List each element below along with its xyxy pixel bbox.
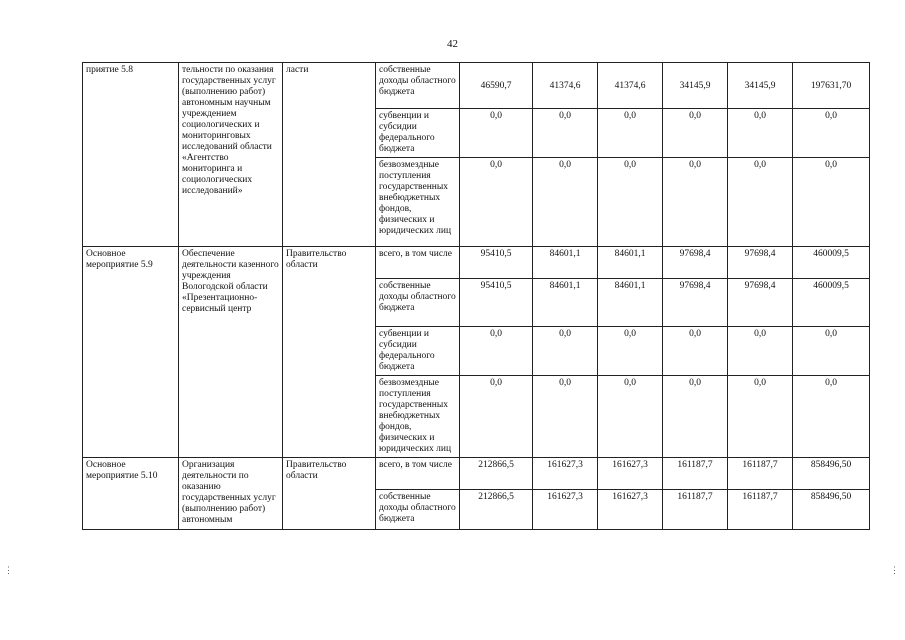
activity-code-cell: Основное мероприятие 5.10	[83, 458, 179, 530]
amount-cell: 0,0	[460, 327, 533, 376]
amount-cell: 0,0	[663, 109, 728, 158]
amount-cell: 46590,7	[460, 63, 533, 109]
amount-cell: 0,0	[663, 158, 728, 247]
amount-cell: 161187,7	[728, 490, 793, 530]
amount-cell: 34145,9	[728, 63, 793, 109]
funding-source-cell: безвозмездные поступления государственных внебюджетных фондов, физических и юридических лиц	[376, 158, 460, 247]
table-row	[83, 247, 870, 279]
amount-cell: 0,0	[598, 376, 663, 458]
amount-cell: 460009,5	[793, 247, 870, 279]
amount-cell: 0,0	[793, 376, 870, 458]
amount-cell: 212866,5	[460, 490, 533, 530]
scan-edge-mark-left: ⋮	[4, 565, 13, 575]
funding-source-cell: всего, в том числе	[376, 247, 460, 279]
amount-cell: 197631,70	[793, 63, 870, 109]
amount-cell: 0,0	[728, 158, 793, 247]
amount-cell: 858496,50	[793, 490, 870, 530]
amount-cell: 0,0	[598, 158, 663, 247]
funding-source-cell: субвенции и субсидии федерального бюджета	[376, 109, 460, 158]
amount-cell: 84601,1	[533, 247, 598, 279]
amount-cell: 95410,5	[460, 247, 533, 279]
executor-cell: Правительство области	[283, 247, 376, 458]
activity-name-cell: тельности по оказания государственных услуг (выполнению работ) автономным научным учреждением социологических и мониторинговых исследований области «Агентство мониторинга и социологических исследований»	[179, 63, 283, 247]
amount-cell: 97698,4	[663, 247, 728, 279]
budget-table	[82, 62, 870, 530]
amount-cell: 84601,1	[533, 279, 598, 327]
activity-name-cell: Обеспечение деятельности казенного учреждения Вологодской области «Презентационно-сервисный центр	[179, 247, 283, 458]
amount-cell: 97698,4	[728, 279, 793, 327]
amount-cell: 0,0	[460, 158, 533, 247]
amount-cell: 0,0	[663, 327, 728, 376]
funding-source-cell: собственные доходы областного бюджета	[376, 490, 460, 530]
amount-cell: 0,0	[793, 327, 870, 376]
executor-cell: Правительство области	[283, 458, 376, 530]
funding-source-cell: всего, в том числе	[376, 458, 460, 490]
amount-cell: 0,0	[728, 376, 793, 458]
amount-cell: 95410,5	[460, 279, 533, 327]
amount-cell: 0,0	[793, 109, 870, 158]
amount-cell: 41374,6	[598, 63, 663, 109]
activity-code-cell: Основное мероприятие 5.9	[83, 247, 179, 458]
amount-cell: 0,0	[460, 376, 533, 458]
amount-cell: 34145,9	[663, 63, 728, 109]
amount-cell: 161187,7	[728, 458, 793, 490]
funding-source-cell: собственные доходы областного бюджета	[376, 63, 460, 109]
amount-cell: 0,0	[598, 109, 663, 158]
amount-cell: 161627,3	[533, 458, 598, 490]
executor-cell: ласти	[283, 63, 376, 247]
amount-cell: 84601,1	[598, 247, 663, 279]
amount-cell: 858496,50	[793, 458, 870, 490]
amount-cell: 0,0	[728, 327, 793, 376]
amount-cell: 0,0	[460, 109, 533, 158]
amount-cell: 0,0	[533, 158, 598, 247]
amount-cell: 161627,3	[598, 458, 663, 490]
amount-cell: 0,0	[533, 109, 598, 158]
amount-cell: 460009,5	[793, 279, 870, 327]
table-row	[83, 63, 870, 109]
amount-cell: 0,0	[663, 376, 728, 458]
activity-code-cell: приятие 5.8	[83, 63, 179, 247]
funding-source-cell: безвозмездные поступления государственных внебюджетных фондов, физических и юридических лиц	[376, 376, 460, 458]
page-number: 42	[447, 38, 458, 50]
amount-cell: 161187,7	[663, 458, 728, 490]
amount-cell: 161187,7	[663, 490, 728, 530]
amount-cell: 97698,4	[728, 247, 793, 279]
amount-cell: 212866,5	[460, 458, 533, 490]
amount-cell: 161627,3	[533, 490, 598, 530]
amount-cell: 0,0	[793, 158, 870, 247]
activity-name-cell: Организация деятельности по оказанию государственных услуг (выполнению работ) автономным	[179, 458, 283, 530]
amount-cell: 0,0	[728, 109, 793, 158]
amount-cell: 0,0	[598, 327, 663, 376]
funding-source-cell: субвенции и субсидии федерального бюджета	[376, 327, 460, 376]
amount-cell: 84601,1	[598, 279, 663, 327]
amount-cell: 97698,4	[663, 279, 728, 327]
amount-cell: 0,0	[533, 327, 598, 376]
amount-cell: 41374,6	[533, 63, 598, 109]
funding-source-cell: собственные доходы областного бюджета	[376, 279, 460, 327]
table-row	[83, 458, 870, 490]
scan-edge-mark-right: ⋮	[890, 565, 899, 575]
amount-cell: 161627,3	[598, 490, 663, 530]
amount-cell: 0,0	[533, 376, 598, 458]
